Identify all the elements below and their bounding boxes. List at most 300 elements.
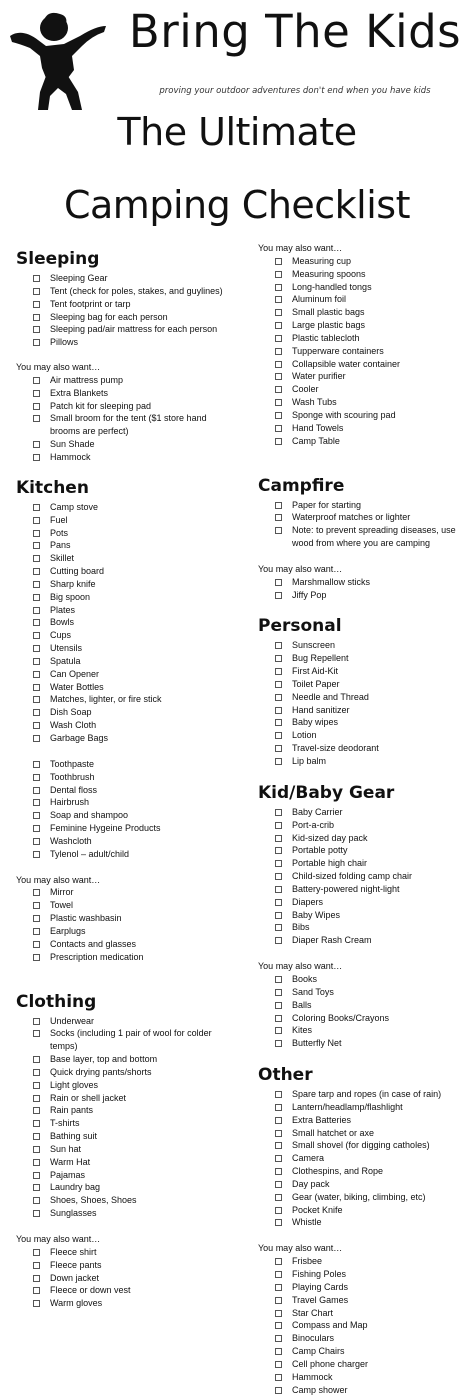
checkbox[interactable] — [275, 1091, 282, 1098]
checkbox[interactable] — [33, 454, 40, 461]
checkbox[interactable] — [275, 1374, 282, 1381]
checkbox[interactable] — [275, 1258, 282, 1265]
checkbox[interactable] — [33, 709, 40, 716]
checklist-item[interactable] — [16, 693, 238, 706]
checkbox[interactable] — [275, 1271, 282, 1278]
checklist-item[interactable] — [258, 293, 468, 306]
checklist-item-label: Utensils — [50, 643, 83, 654]
checkbox[interactable] — [275, 527, 282, 534]
checkbox[interactable] — [275, 1104, 282, 1111]
checkbox[interactable] — [275, 835, 282, 842]
checkbox[interactable] — [275, 668, 282, 675]
checkbox[interactable] — [33, 825, 40, 832]
checklist-item[interactable] — [258, 422, 468, 435]
checkbox[interactable] — [275, 361, 282, 368]
checklist-item[interactable] — [258, 639, 468, 652]
checkbox[interactable] — [275, 1310, 282, 1317]
checklist-item[interactable] — [16, 323, 238, 336]
checklist-item[interactable] — [258, 1319, 468, 1332]
checkbox[interactable] — [33, 812, 40, 819]
checkbox[interactable] — [275, 335, 282, 342]
checklist-item-label: Collapsible water container — [292, 358, 401, 369]
checklist-item[interactable] — [16, 1169, 238, 1182]
checkbox[interactable] — [33, 658, 40, 665]
checklist-item[interactable] — [258, 370, 468, 383]
checklist-item[interactable] — [258, 1204, 468, 1217]
checklist-item[interactable] — [258, 1268, 468, 1281]
checklist-item[interactable] — [16, 629, 238, 642]
checklist-item[interactable] — [258, 857, 468, 870]
checklist-item-label: Hairbrush — [50, 797, 90, 808]
checkbox[interactable] — [275, 1361, 282, 1368]
checklist-item[interactable] — [258, 499, 468, 512]
checkbox[interactable] — [275, 809, 282, 816]
checkbox[interactable] — [33, 1197, 40, 1204]
checklist-item[interactable] — [258, 729, 468, 742]
checklist-item[interactable] — [16, 706, 238, 719]
checkbox[interactable] — [275, 1207, 282, 1214]
checklist-item[interactable] — [258, 909, 468, 922]
checklist-item[interactable] — [258, 665, 468, 678]
checkbox[interactable] — [275, 719, 282, 726]
checkbox[interactable] — [33, 851, 40, 858]
checklist-item[interactable] — [16, 387, 238, 400]
checkbox[interactable] — [275, 899, 282, 906]
checklist-item[interactable] — [16, 1194, 238, 1207]
checklist-item[interactable] — [258, 921, 468, 934]
checklist-item[interactable] — [258, 1307, 468, 1320]
checkbox[interactable] — [33, 1249, 40, 1256]
checklist-item[interactable] — [16, 1015, 238, 1028]
checkbox[interactable] — [275, 847, 282, 854]
checkbox[interactable] — [275, 1335, 282, 1342]
checkbox[interactable] — [275, 592, 282, 599]
checklist-item[interactable] — [258, 652, 468, 665]
checklist-item[interactable] — [258, 524, 468, 550]
checkbox[interactable] — [33, 1018, 40, 1025]
checkbox[interactable] — [275, 1297, 282, 1304]
checkbox[interactable] — [275, 425, 282, 432]
checkbox[interactable] — [33, 390, 40, 397]
checklist-item[interactable] — [258, 691, 468, 704]
checkbox[interactable] — [33, 799, 40, 806]
checkbox[interactable] — [275, 655, 282, 662]
checklist-item[interactable] — [258, 1114, 468, 1127]
checkbox[interactable] — [275, 373, 282, 380]
checkbox[interactable] — [275, 1002, 282, 1009]
checklist-item-label: Books — [292, 973, 318, 984]
checkbox[interactable] — [275, 886, 282, 893]
checkbox[interactable] — [275, 514, 282, 521]
checklist-item-label: Diaper Rash Cream — [292, 935, 372, 946]
checklist-item-label: Feminine Hygeine Products — [50, 823, 161, 834]
checklist-item-label: Cell phone charger — [292, 1358, 369, 1369]
checklist-item[interactable] — [258, 1024, 468, 1037]
checkbox[interactable] — [275, 937, 282, 944]
checklist-item-label: Plastic washbasin — [50, 913, 122, 924]
checkbox[interactable] — [275, 1142, 282, 1149]
checklist-item[interactable] — [16, 1156, 238, 1169]
checkbox[interactable] — [33, 838, 40, 845]
checkbox[interactable] — [275, 284, 282, 291]
checkbox[interactable] — [275, 309, 282, 316]
checklist-item[interactable] — [258, 383, 468, 396]
checklist-item[interactable] — [258, 896, 468, 909]
checkbox[interactable] — [33, 889, 40, 896]
checklist — [258, 576, 468, 602]
checklist-item[interactable] — [16, 655, 238, 668]
checkbox[interactable] — [33, 684, 40, 691]
checklist-item[interactable] — [16, 374, 238, 387]
checklist-item[interactable] — [258, 268, 468, 281]
checklist-item-label: Waterproof matches or lighter — [292, 512, 411, 523]
checkbox[interactable] — [275, 412, 282, 419]
checkbox[interactable] — [33, 339, 40, 346]
checklist-item[interactable] — [258, 1088, 468, 1101]
checklist-item[interactable] — [258, 345, 468, 358]
checklist-item[interactable] — [258, 332, 468, 345]
checklist-item[interactable] — [258, 1255, 468, 1268]
checkbox[interactable] — [275, 348, 282, 355]
checkbox[interactable] — [33, 1287, 40, 1294]
checklist-item[interactable] — [16, 412, 238, 438]
also-want-label: You may also want… — [16, 1234, 101, 1244]
checklist-item[interactable] — [258, 1037, 468, 1050]
checklist-item[interactable] — [258, 819, 468, 832]
checklist-item[interactable] — [258, 986, 468, 999]
checkbox[interactable] — [33, 314, 40, 321]
checklist-item[interactable] — [258, 1127, 468, 1140]
checkbox[interactable] — [33, 326, 40, 333]
checklist-item[interactable] — [258, 870, 468, 883]
checkbox[interactable] — [275, 707, 282, 714]
checkbox[interactable] — [33, 301, 40, 308]
checkbox[interactable] — [33, 530, 40, 537]
checklist-item[interactable] — [16, 438, 238, 451]
checkbox[interactable] — [33, 1069, 40, 1076]
checkbox[interactable] — [33, 288, 40, 295]
checklist-item[interactable] — [16, 400, 238, 413]
checklist-item[interactable] — [16, 796, 238, 809]
checklist-item[interactable] — [258, 742, 468, 755]
checkbox[interactable] — [33, 902, 40, 909]
checkbox[interactable] — [275, 924, 282, 931]
checklist-item-label: Child-sized folding camp chair — [292, 871, 413, 882]
checklist-item[interactable] — [16, 784, 238, 797]
checklist-item[interactable] — [16, 1053, 238, 1066]
checkbox[interactable] — [33, 1120, 40, 1127]
checkbox[interactable] — [275, 271, 282, 278]
checklist-item[interactable] — [16, 604, 238, 617]
checkbox[interactable] — [33, 594, 40, 601]
checkbox[interactable] — [33, 1107, 40, 1114]
checkbox[interactable] — [33, 696, 40, 703]
checkbox[interactable] — [33, 377, 40, 384]
checklist-item[interactable] — [16, 1143, 238, 1156]
checklist-item[interactable] — [16, 758, 238, 771]
checkbox[interactable] — [33, 504, 40, 511]
checkbox[interactable] — [275, 399, 282, 406]
checkbox[interactable] — [275, 822, 282, 829]
checkbox[interactable] — [275, 438, 282, 445]
checkbox[interactable] — [275, 1219, 282, 1226]
checkbox[interactable] — [33, 735, 40, 742]
checkbox[interactable] — [275, 1194, 282, 1201]
checkbox[interactable] — [275, 386, 282, 393]
checkbox[interactable] — [275, 758, 282, 765]
checkbox[interactable] — [33, 542, 40, 549]
checkbox[interactable] — [275, 1348, 282, 1355]
checkbox[interactable] — [33, 915, 40, 922]
checkbox[interactable] — [33, 1210, 40, 1217]
checklist-item[interactable] — [16, 591, 238, 604]
checkbox[interactable] — [275, 745, 282, 752]
checklist-item[interactable] — [16, 822, 238, 835]
checklist-item[interactable] — [16, 1272, 238, 1285]
checklist-item[interactable] — [258, 704, 468, 717]
checklist-item-label: Needle and Thread — [292, 691, 369, 702]
checklist-item-label: Compass and Map — [292, 1320, 368, 1331]
checklist-item[interactable] — [16, 311, 238, 324]
checklist-item[interactable] — [258, 1178, 468, 1191]
checklist-item[interactable] — [258, 1358, 468, 1371]
checklist-item[interactable] — [258, 1139, 468, 1152]
checklist-item[interactable] — [16, 1104, 238, 1117]
checkbox[interactable] — [33, 671, 40, 678]
checklist-item[interactable] — [16, 527, 238, 540]
checkbox[interactable] — [33, 275, 40, 282]
checklist-item[interactable] — [258, 999, 468, 1012]
checklist-item-label: Sand Toys — [292, 986, 334, 997]
checklist-item-label: Measuring spoons — [292, 268, 366, 279]
checklist-item[interactable] — [258, 1332, 468, 1345]
checkbox[interactable] — [275, 258, 282, 265]
checkbox[interactable] — [275, 1015, 282, 1022]
checkbox[interactable] — [33, 517, 40, 524]
checklist-item[interactable] — [16, 1066, 238, 1079]
checkbox[interactable] — [33, 619, 40, 626]
checkbox[interactable] — [275, 1284, 282, 1291]
checklist-item[interactable] — [16, 925, 238, 938]
checkbox[interactable] — [275, 1027, 282, 1034]
checklist-item[interactable] — [16, 451, 238, 464]
checkbox[interactable] — [275, 1040, 282, 1047]
also-want-label: You may also want… — [258, 563, 343, 574]
checkbox[interactable] — [275, 642, 282, 649]
checklist-item-label: Camera — [292, 1153, 325, 1164]
checkbox[interactable] — [275, 1130, 282, 1137]
checklist-item[interactable] — [258, 576, 468, 589]
checklist-item[interactable] — [258, 678, 468, 691]
checklist-item[interactable] — [258, 716, 468, 729]
checkbox[interactable] — [275, 732, 282, 739]
checklist-item[interactable] — [258, 589, 468, 602]
checkbox[interactable] — [275, 1168, 282, 1175]
checklist-item-label: Lantern/headlamp/flashlight — [292, 1101, 403, 1112]
checklist-item[interactable] — [16, 938, 238, 951]
checkbox[interactable] — [33, 1030, 40, 1037]
checkbox[interactable] — [33, 555, 40, 562]
checkbox[interactable] — [33, 774, 40, 781]
checkbox[interactable] — [275, 860, 282, 867]
checklist-item[interactable] — [16, 565, 238, 578]
checkbox[interactable] — [33, 722, 40, 729]
checklist-item[interactable] — [16, 732, 238, 745]
checkbox[interactable] — [33, 1300, 40, 1307]
checkbox[interactable] — [33, 1275, 40, 1282]
checklist-item-label: Quick drying pants/shorts — [50, 1066, 152, 1077]
checkbox[interactable] — [33, 645, 40, 652]
checklist-item[interactable] — [16, 539, 238, 552]
checklist-item[interactable] — [258, 1371, 468, 1384]
checkbox[interactable] — [275, 502, 282, 509]
checkbox[interactable] — [33, 415, 40, 422]
checkbox[interactable] — [33, 1056, 40, 1063]
checklist-item[interactable] — [16, 578, 238, 591]
checkbox[interactable] — [33, 1095, 40, 1102]
checkbox[interactable] — [275, 976, 282, 983]
checklist-item[interactable] — [258, 1384, 468, 1396]
checklist-item[interactable] — [258, 1216, 468, 1229]
checkbox[interactable] — [275, 694, 282, 701]
checklist-item[interactable] — [16, 1117, 238, 1130]
checkbox[interactable] — [275, 1387, 282, 1394]
checklist-item[interactable] — [258, 1345, 468, 1358]
checklist-item[interactable] — [258, 832, 468, 845]
checklist-item[interactable] — [258, 281, 468, 294]
checkbox[interactable] — [33, 954, 40, 961]
checkbox[interactable] — [275, 989, 282, 996]
checklist-item[interactable] — [16, 835, 238, 848]
checklist-item[interactable] — [16, 1079, 238, 1092]
checkbox[interactable] — [275, 681, 282, 688]
checkbox[interactable] — [275, 1155, 282, 1162]
checklist-item[interactable] — [258, 358, 468, 371]
checklist-item[interactable] — [16, 298, 238, 311]
checkbox[interactable] — [33, 787, 40, 794]
checkbox[interactable] — [33, 1159, 40, 1166]
checklist-item-label: Mirror — [50, 887, 74, 898]
checklist-item[interactable] — [258, 306, 468, 319]
checklist-item[interactable] — [258, 396, 468, 409]
checklist-item[interactable] — [16, 1297, 238, 1310]
checklist-item[interactable] — [16, 1259, 238, 1272]
checkbox[interactable] — [275, 322, 282, 329]
checkbox[interactable] — [275, 873, 282, 880]
checklist-item[interactable] — [258, 883, 468, 896]
checklist-item[interactable] — [258, 1012, 468, 1025]
checklist-item[interactable] — [16, 272, 238, 285]
checklist-item[interactable] — [16, 848, 238, 861]
checkbox[interactable] — [33, 1172, 40, 1179]
checkbox[interactable] — [33, 1133, 40, 1140]
checkbox[interactable] — [275, 296, 282, 303]
checklist-item[interactable] — [16, 514, 238, 527]
checkbox[interactable] — [33, 1146, 40, 1153]
checklist-item[interactable] — [16, 809, 238, 822]
checkbox[interactable] — [33, 568, 40, 575]
checklist-item[interactable] — [16, 642, 238, 655]
checklist-item[interactable] — [258, 319, 468, 332]
checkbox[interactable] — [33, 1262, 40, 1269]
checklist-item[interactable] — [16, 912, 238, 925]
checkbox[interactable] — [33, 632, 40, 639]
checklist-item-label: Aluminum foil — [292, 294, 347, 305]
checklist-item[interactable] — [258, 255, 468, 268]
checkbox[interactable] — [33, 441, 40, 448]
checkbox[interactable] — [33, 607, 40, 614]
checkbox[interactable] — [33, 1082, 40, 1089]
checklist-item[interactable] — [258, 973, 468, 986]
checklist-item[interactable] — [16, 886, 238, 899]
checklist-item[interactable] — [16, 616, 238, 629]
checklist-item[interactable] — [16, 899, 238, 912]
checklist-item[interactable] — [16, 1027, 238, 1053]
checklist-item[interactable] — [16, 1092, 238, 1105]
checkbox[interactable] — [275, 1181, 282, 1188]
checklist-item[interactable] — [16, 719, 238, 732]
checkbox[interactable] — [33, 761, 40, 768]
checklist-item-label: Measuring cup — [292, 255, 352, 266]
checklist-item[interactable] — [258, 806, 468, 819]
checklist-item-label: Sun Shade — [50, 439, 95, 450]
checklist-item[interactable] — [16, 552, 238, 565]
checklist-item[interactable] — [258, 435, 468, 448]
checklist-item[interactable] — [258, 1101, 468, 1114]
checklist-item[interactable] — [16, 771, 238, 784]
checklist-item[interactable] — [16, 1181, 238, 1194]
checklist-item[interactable] — [16, 1284, 238, 1297]
checklist-item[interactable] — [258, 1165, 468, 1178]
checkbox[interactable] — [275, 1322, 282, 1329]
checkbox[interactable] — [33, 581, 40, 588]
checklist-item[interactable] — [16, 681, 238, 694]
checkbox[interactable] — [33, 403, 40, 410]
checklist-item[interactable] — [16, 1207, 238, 1220]
checklist-item[interactable] — [16, 285, 238, 298]
checklist-item-label: First Aid-Kit — [292, 666, 339, 677]
checklist-item[interactable] — [258, 934, 468, 947]
checklist-item[interactable] — [258, 755, 468, 768]
checklist-item[interactable] — [16, 501, 238, 514]
checklist-item-label: Small broom for the tent ($1 store hand brooms are perfect) — [50, 413, 207, 437]
checkbox[interactable] — [33, 1184, 40, 1191]
checklist-item-label: Fleece or down vest — [50, 1285, 131, 1296]
checkbox[interactable] — [275, 579, 282, 586]
checklist-item[interactable] — [16, 951, 238, 964]
checklist — [16, 501, 238, 745]
checkbox[interactable] — [275, 1117, 282, 1124]
checklist-item[interactable] — [16, 1246, 238, 1259]
checklist-item[interactable] — [258, 1191, 468, 1204]
checklist-item[interactable] — [16, 668, 238, 681]
checklist-item[interactable] — [16, 1130, 238, 1143]
checklist-item[interactable] — [258, 409, 468, 422]
checklist-item[interactable] — [16, 336, 238, 349]
checkbox[interactable] — [33, 928, 40, 935]
checklist-item[interactable] — [258, 1281, 468, 1294]
checklist-item[interactable] — [258, 511, 468, 524]
checklist-item-label: Camp Chairs — [292, 1346, 345, 1357]
checklist-item[interactable] — [258, 1294, 468, 1307]
checklist-item[interactable] — [258, 844, 468, 857]
brand-title: Bring The Kids — [128, 5, 462, 58]
checklist-item-label: Kid-sized day pack — [292, 832, 368, 843]
checkbox[interactable] — [275, 912, 282, 919]
checkbox[interactable] — [33, 941, 40, 948]
checklist-item-label: Sponge with scouring pad — [292, 409, 396, 420]
checklist-item[interactable] — [258, 1152, 468, 1165]
